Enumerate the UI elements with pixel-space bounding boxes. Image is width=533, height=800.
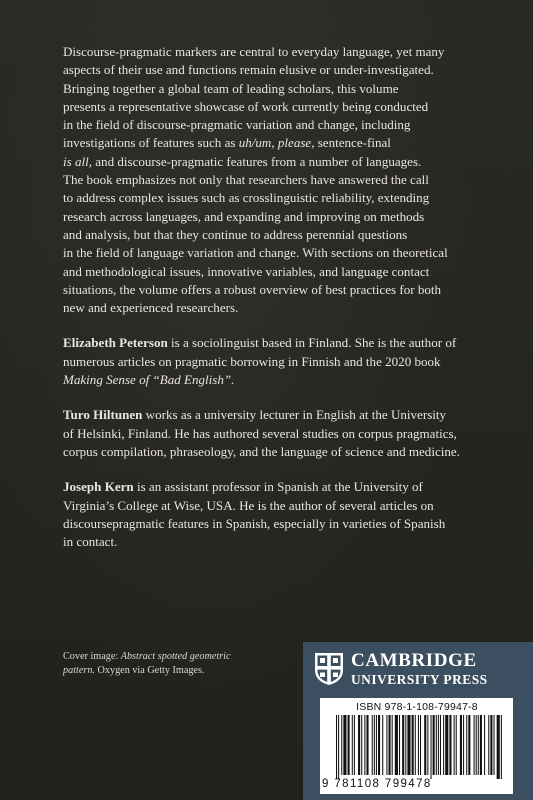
- book-description: [63, 43, 481, 551]
- barcode-bar: [402, 715, 404, 775]
- text-line: works as a university lecturer in English at the University: [142, 407, 447, 423]
- barcode-bar: [490, 715, 492, 775]
- credit-title: pattern.: [63, 665, 95, 677]
- barcode-bar: [466, 715, 467, 775]
- barcode-bar: [433, 715, 435, 775]
- italic-text: uh/um, please,: [238, 135, 315, 151]
- text-line: and methodological issues, innovative variables, and language contact: [63, 263, 430, 279]
- author-name: Joseph Kern: [63, 479, 134, 495]
- text-line: research across languages, and expanding and improving on methods: [63, 208, 425, 224]
- barcode-bar: [445, 715, 448, 775]
- barcode-bar: [424, 715, 426, 775]
- barcode-bar: [476, 715, 477, 775]
- text-line: situations, the volume offers a robust overview of best practices for both: [63, 281, 442, 297]
- text-line: aspects of their use and functions remain elusive or under-investigated.: [63, 62, 434, 78]
- barcode-digits: 9 781108 799478: [322, 778, 432, 790]
- barcode-bar: [341, 715, 342, 775]
- barcode-bar: [354, 715, 355, 775]
- barcode-bar: [449, 715, 451, 775]
- italic-text: Making Sense of “Bad English”.: [63, 372, 235, 388]
- text-line: Virginia’s College at Wise, USA. He is the author of several articles on: [63, 497, 434, 513]
- text-line: and discourse-pragmatic features from a number of languages.: [92, 153, 422, 169]
- barcode-bar: [418, 715, 419, 775]
- text-line: Discourse-pragmatic markers are central to everyday language, yet many: [63, 44, 445, 59]
- barcode-bar: [420, 715, 421, 775]
- barcode-bar: [361, 715, 362, 775]
- publisher-name: CAMBRIDGE: [351, 650, 477, 671]
- barcode-bar: [438, 715, 439, 775]
- barcode-bar: [382, 715, 383, 775]
- barcode-bar: [336, 715, 337, 779]
- barcode-bar: [443, 715, 444, 775]
- bio-elizabeth-peterson: [63, 334, 481, 389]
- barcode-bar: [389, 715, 391, 775]
- barcode-bar: [364, 715, 365, 775]
- barcode-bar: [415, 715, 416, 775]
- text-line: sentence-final: [314, 135, 391, 151]
- barcode-bar: [497, 715, 500, 779]
- barcode-bar: [399, 715, 400, 775]
- text-line: investigations of features such as: [63, 135, 239, 151]
- author-name: Elizabeth Peterson: [63, 335, 168, 351]
- barcode-bar: [338, 715, 339, 779]
- publisher-press: UNIVERSITY PRESS: [351, 672, 488, 687]
- text-line: discoursepragmatic features in Spanish, especially in varieties of Spanish: [63, 515, 446, 531]
- barcode-bar: [480, 715, 482, 775]
- credit-label: Cover image:: [63, 651, 121, 662]
- text-line: presents a representative showcase of work currently being conducted: [63, 98, 429, 114]
- barcode-bar: [478, 715, 479, 775]
- barcode-bar: [352, 715, 353, 775]
- publisher-panel: [303, 642, 533, 800]
- barcode-bar: [374, 715, 375, 775]
- text-line: in the field of language variation and change. With sections on theoretical: [63, 245, 448, 261]
- author-name: Turo Hiltunen: [63, 407, 143, 423]
- barcode-bar: [386, 715, 387, 775]
- text-line: The book emphasizes not only that researchers have answered the call: [63, 172, 429, 188]
- barcode-bar: [501, 715, 502, 779]
- barcode-bar: [343, 715, 346, 775]
- text-line: of Helsinki, Finland. He has authored several studies on corpus pragmatics,: [63, 425, 457, 441]
- barcode-bar: [348, 715, 350, 775]
- barcode-bar: [456, 715, 457, 775]
- barcode-bar: [454, 715, 455, 775]
- isbn-text: ISBN 978-1-108-79947-8: [356, 701, 478, 713]
- text-line: new and experienced researchers.: [63, 300, 239, 316]
- cover-image-credit: [63, 650, 263, 678]
- barcode-bar: [395, 715, 398, 775]
- credit-source: Oxygen via Getty Images.: [94, 665, 205, 677]
- barcode-bar: [366, 715, 368, 775]
- cambridge-crest-icon: [314, 652, 344, 686]
- barcode-bar: [412, 715, 414, 775]
- text-line: is a sociolinguist based in Finland. She is the author of: [167, 335, 457, 351]
- text-line: Bringing together a global team of leading scholars, this volume: [63, 80, 399, 96]
- text-line: corpus compilation, phraseology, and the language of science and medicine.: [63, 443, 460, 459]
- description-paragraph: [63, 43, 481, 317]
- barcode-bar: [392, 715, 393, 775]
- italic-text: is all,: [63, 153, 92, 169]
- text-line: and analysis, but that they continue to address perennial questions: [63, 226, 408, 242]
- barcode-bar: [468, 715, 470, 775]
- barcode-bar: [431, 715, 432, 779]
- barcode-bar: [407, 715, 410, 775]
- barcode-bar: [488, 715, 489, 775]
- barcode-bar: [427, 715, 428, 775]
- barcode-bar: [376, 715, 377, 775]
- barcode-box: [320, 698, 513, 794]
- bio-joseph-kern: [63, 478, 481, 551]
- text-line: in contact.: [63, 534, 118, 550]
- text-line: to address complex issues such as crosslinguistic reliability, extending: [63, 190, 430, 206]
- credit-title: Abstract spotted geometric: [120, 651, 231, 662]
- text-line: numerous articles on pragmatic borrowing in Finnish and the 2020 book: [63, 353, 441, 369]
- barcode-bar: [494, 715, 495, 775]
- text-line: in the field of discourse-pragmatic variation and change, including: [63, 117, 411, 133]
- barcode-bar: [378, 715, 380, 775]
- barcode-bar: [474, 715, 475, 775]
- barcode-bars: [334, 715, 504, 779]
- barcode-bar: [372, 715, 373, 775]
- barcode-bar: [358, 715, 360, 775]
- barcode-bar: [440, 715, 441, 775]
- bio-turo-hiltunen: [63, 406, 481, 461]
- barcode-bar: [463, 715, 464, 775]
- text-line: is an assistant professor in Spanish at the University of: [133, 479, 423, 495]
- barcode-bar: [436, 715, 437, 775]
- barcode-bar: [405, 715, 406, 775]
- barcode-bar: [460, 715, 462, 775]
- barcode-bar: [484, 715, 485, 775]
